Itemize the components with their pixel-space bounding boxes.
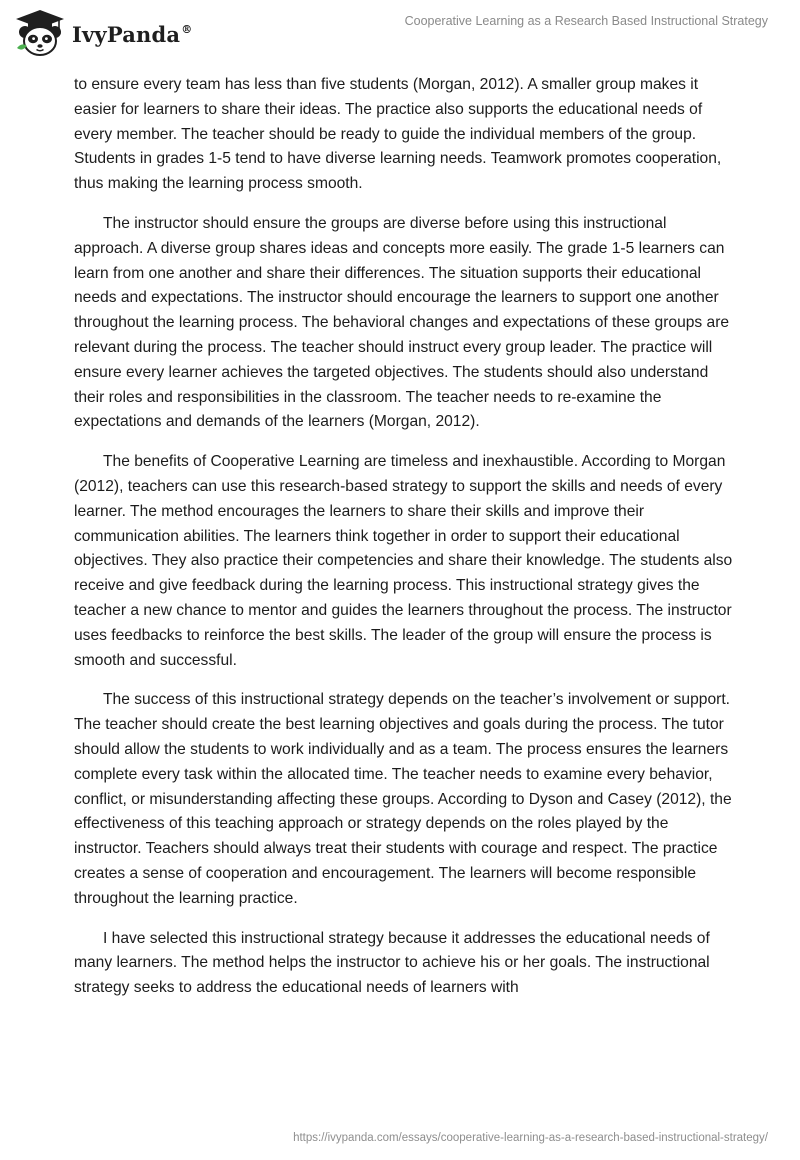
essay-body — [74, 73, 734, 1016]
panda-graduate-icon — [14, 8, 66, 58]
paragraph: I have selected this instructional strategy because it addresses the educational needs of many learners. The method helps the instructor to achieve his or her goals. The instructional strategy seeks to address the educational needs of learners with — [74, 929, 710, 997]
paragraph: The success of this instructional strategy depends on the teacher’s involvement or support. The teacher should create the best learning objectives and goals during the process. The tutor should allow the students to work individually and as a team. The process ensures the learners complete every task within the allocated time. The teacher needs to examine every behavior, conflict, or misunderstanding affecting these groups. According to Dyson and Casey (2012), the effectiveness of this teaching approach or strategy depends on the roles played by the instructor. Teachers should always treat their students with courage and respect. The practice creates a sense of cooperation and encouragement. The learners will become responsible throughout the learning practice. — [74, 691, 732, 907]
paragraph: to ensure every team has less than five students (Morgan, 2012). A smaller group makes it easier for learners to share their ideas. The practice also supports the educational needs of every member. The teacher should be ready to guide the individual members of the group. Students in grades 1-5 tend to have diverse learning needs. Teamwork promotes cooperation, thus making the learning process smooth. — [74, 76, 722, 193]
document-title: Cooperative Learning as a Research Based Instructional Strategy — [404, 14, 768, 28]
page-header — [0, 0, 800, 70]
paragraph: The benefits of Cooperative Learning are timeless and inexhaustible. According to Morgan (2012), teachers can use this research-based strategy to support the skills and needs of every learner. The method encourages the learners to share their skills and improve their communication abilities. The learners think together in order to support their educational objectives. They also practice their competencies and share their knowledge. The students also receive and give feedback during the learning process. This instructional strategy gives the teacher a new chance to mentor and guides the learners throughout the process. The instructor uses feedbacks to reinforce the best skills. The leader of the group will ensure the process is smooth and successful. — [74, 453, 733, 669]
source-url[interactable]: https://ivypanda.com/essays/cooperative-learning-as-a-research-based-instructional-strategy/ — [293, 1132, 768, 1144]
registered-mark: ® — [181, 22, 193, 36]
paragraph: The instructor should ensure the groups are diverse before using this instructional approach. A diverse group shares ideas and concepts more easily. The grade 1-5 learners can learn from one another and share their differences. The situation supports their educational needs and expectations. The instructor should encourage the learners to support one another throughout the learning process. The behavioral changes and expectations of these groups are relevant during the process. The teacher should instruct every group leader. The practice will ensure every learner achieves the targeted objectives. The students should also understand their roles and responsibilities in the classroom. The teacher needs to re-examine the expectations and demands of the learners (Morgan, 2012). — [74, 214, 730, 431]
ivypanda-logo[interactable] — [14, 8, 192, 58]
brand-name-text: IvyPanda — [72, 21, 181, 47]
brand-name — [72, 22, 192, 47]
